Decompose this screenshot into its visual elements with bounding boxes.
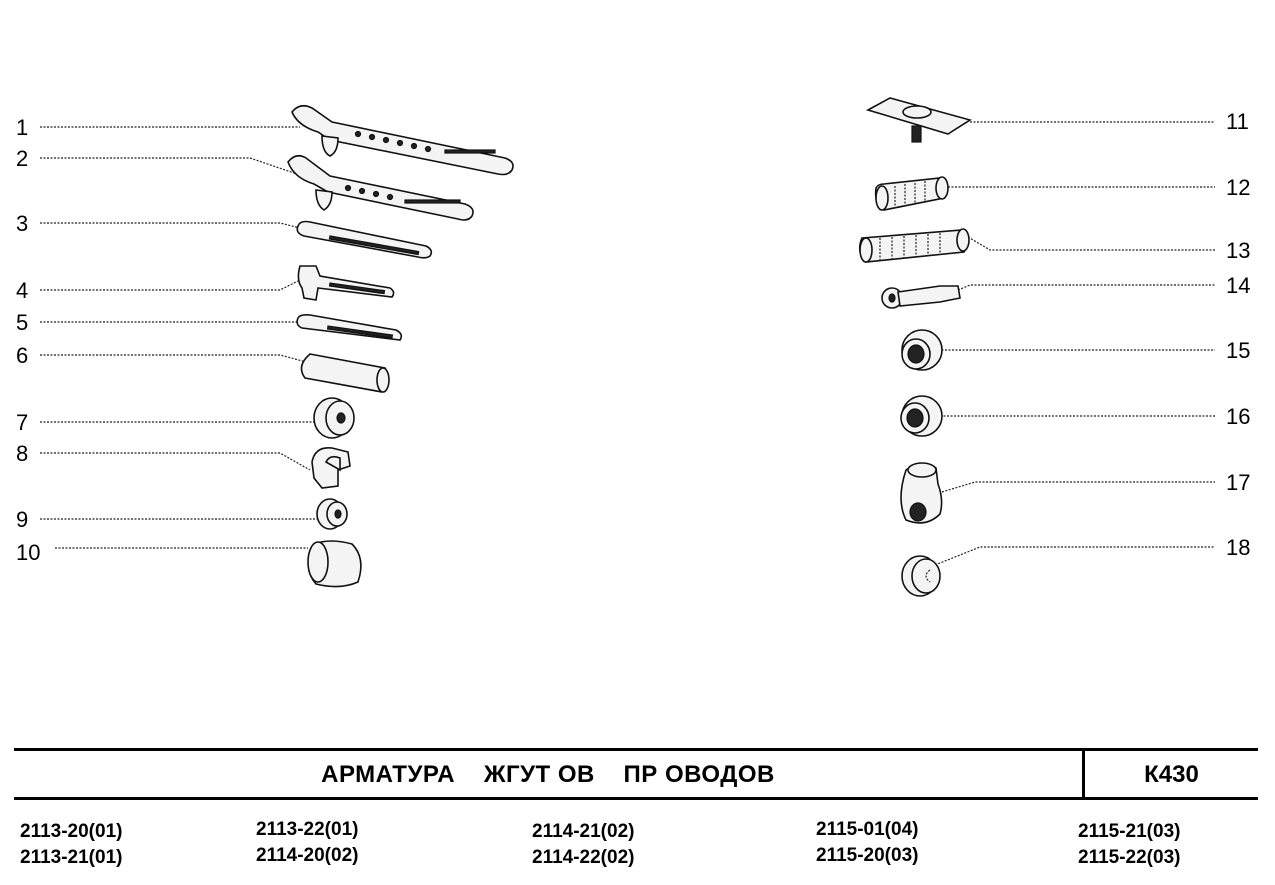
part-15-grommet xyxy=(902,330,942,370)
leader-line-2 xyxy=(40,158,300,175)
title-block xyxy=(14,748,1258,800)
callout-1: 1 xyxy=(16,115,29,140)
leader-line-4 xyxy=(40,280,300,290)
page-title xyxy=(14,761,1082,789)
callout-17: 17 xyxy=(1226,470,1251,495)
part-18-plug xyxy=(902,556,940,596)
model-code: 2115-01(04) xyxy=(816,819,919,840)
callout-18: 18 xyxy=(1226,535,1251,560)
part-12-corrugated-boot xyxy=(876,177,948,210)
leader-line-8 xyxy=(40,453,310,470)
title-segment-2: ЖГУТ ОВ xyxy=(483,761,595,788)
part-5-cable-tie xyxy=(297,315,401,340)
callout-10: 10 xyxy=(16,540,41,565)
model-code: 2113-21(01) xyxy=(20,847,123,868)
model-code: 2115-20(03) xyxy=(816,845,919,866)
part-2-cable-tie-with-clip xyxy=(288,156,473,220)
part-16-grommet xyxy=(901,396,942,436)
part-6-sleeve xyxy=(301,354,389,392)
model-code: 2114-21(02) xyxy=(532,821,635,842)
model-column-4 xyxy=(816,817,918,869)
part-13-corrugated-boot xyxy=(860,229,969,262)
callout-6: 6 xyxy=(16,343,29,368)
leader-line-14 xyxy=(958,285,1215,290)
callout-14: 14 xyxy=(1226,273,1251,298)
callout-13: 13 xyxy=(1226,238,1251,263)
model-code: 2114-22(02) xyxy=(532,847,635,868)
callout-15: 15 xyxy=(1226,338,1251,363)
part-11-plate-with-stud xyxy=(868,98,970,142)
part-17-elbow-boot xyxy=(901,463,942,523)
callout-11: 11 xyxy=(1226,109,1249,134)
title-segment-1: АРМАТУРА xyxy=(321,761,456,788)
callout-12: 12 xyxy=(1226,175,1251,200)
part-9-bushing xyxy=(317,499,347,529)
callout-5: 5 xyxy=(16,310,29,335)
title-segment-3: ПР ОВОДОВ xyxy=(623,761,775,788)
leader-line-3 xyxy=(40,223,300,228)
model-code: 2113-22(01) xyxy=(256,819,359,840)
callout-16: 16 xyxy=(1226,404,1251,429)
model-column-2 xyxy=(256,817,358,869)
model-code: 2115-22(03) xyxy=(1078,847,1181,868)
leader-line-6 xyxy=(40,355,310,363)
callout-3: 3 xyxy=(16,211,29,236)
part-8-clip xyxy=(312,448,350,488)
model-code: 2113-20(01) xyxy=(20,821,123,842)
callout-7: 7 xyxy=(16,410,29,435)
part-1-cable-tie-with-clip xyxy=(292,106,513,175)
catalog-code: К430 xyxy=(1144,761,1199,788)
callout-8: 8 xyxy=(16,441,29,466)
part-10-cap xyxy=(308,541,361,587)
part-4-cable-tie-with-mount xyxy=(298,266,393,300)
callout-4: 4 xyxy=(16,278,29,303)
part-3-cable-tie xyxy=(297,222,431,258)
model-column-3 xyxy=(532,819,634,871)
callout-2: 2 xyxy=(16,146,29,171)
leader-line-18 xyxy=(935,547,1215,565)
model-code: 2115-21(03) xyxy=(1078,821,1181,842)
model-code: 2114-20(02) xyxy=(256,845,359,866)
model-column-5 xyxy=(1078,819,1180,871)
callout-9: 9 xyxy=(16,507,29,532)
model-column-1 xyxy=(20,819,122,871)
leader-line-17 xyxy=(942,482,1215,492)
part-14-tube-boot xyxy=(882,286,960,308)
leader-line-13 xyxy=(968,237,1215,250)
part-7-grommet xyxy=(314,398,354,438)
